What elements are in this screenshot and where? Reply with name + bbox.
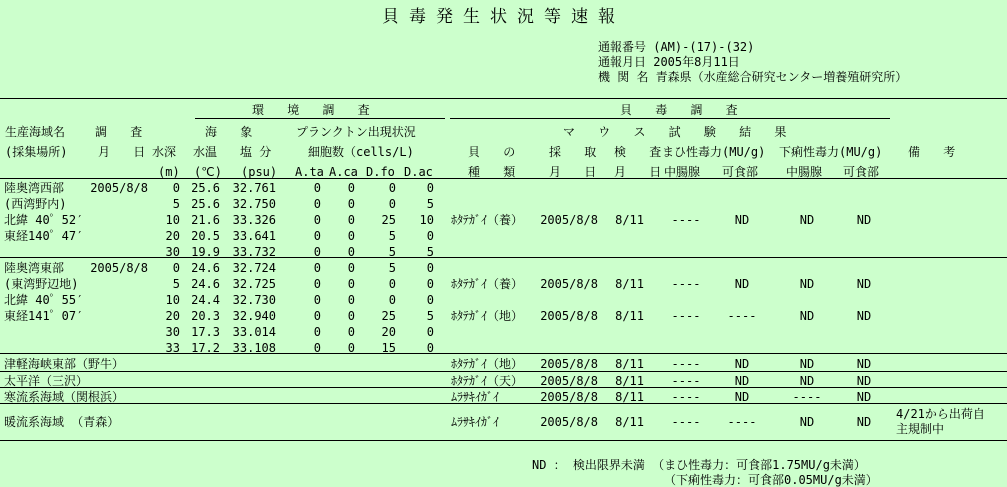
area-name: 寒流系海域（関根浜）: [4, 390, 125, 404]
header-edible: 可食部: [722, 165, 759, 179]
dsp-edible: ND: [856, 357, 872, 371]
rule-toxin-under: [450, 118, 890, 119]
dsp-edible: ND: [856, 374, 872, 388]
salinity-value: 32.940: [232, 309, 276, 323]
remarks-line2: 主規制中: [896, 422, 945, 436]
footer-nd: ND ： 検出限界未満 （まひ性毒力：可食部1.75MU/g未満）: [532, 458, 866, 472]
area-name: 東経140゜47′: [4, 229, 84, 243]
plankton-d-ac: 0: [426, 341, 434, 355]
plankton-a-ta: 0: [313, 325, 321, 339]
collect-date: 2005/8/8: [540, 357, 598, 371]
inspect-date: 8/11: [615, 309, 644, 323]
psp-edible: ND: [734, 374, 750, 388]
header-sea: 海 象: [205, 125, 261, 139]
shellfish-type: ﾎﾀﾃｶﾞｲ（養）: [451, 213, 524, 227]
plankton-d-fo: 5: [388, 245, 396, 259]
header-psp: まひ性毒力(MU/g): [662, 145, 766, 159]
rule-top: [0, 98, 1007, 99]
depth-value: 0: [172, 181, 180, 195]
psp-gland: ----: [671, 277, 701, 291]
plankton-a-ca: 0: [347, 261, 355, 275]
plankton-d-ac: 5: [426, 245, 434, 259]
temp-value: 17.3: [191, 325, 220, 339]
header-collect: 採 取: [549, 145, 605, 159]
header-edible2: 可食部: [843, 165, 880, 179]
salinity-value: 33.108: [232, 341, 276, 355]
dsp-gland: ND: [799, 374, 815, 388]
plankton-d-fo: 25: [381, 309, 396, 323]
shellfish-type: ﾎﾀﾃｶﾞｲ（養）: [451, 277, 524, 291]
dsp-gland: ND: [799, 213, 815, 227]
salinity-value: 33.641: [232, 229, 276, 243]
area-name: 津軽海峡東部（野牛）: [4, 357, 125, 371]
header-p2: A.ca: [329, 165, 358, 179]
area-name: 北緯 40゜55′: [4, 293, 84, 307]
survey-date: 2005/8/8: [90, 181, 148, 195]
salinity-value: 32.725: [232, 277, 276, 291]
plankton-d-fo: 0: [388, 197, 396, 211]
plankton-a-ca: 0: [347, 277, 355, 291]
rule-other1-bottom: [0, 371, 1007, 372]
plankton-d-ac: 0: [426, 181, 434, 195]
dsp-edible: ND: [856, 309, 872, 323]
salinity-value: 33.326: [232, 213, 276, 227]
remarks-line1: 4/21から出荷自: [896, 407, 985, 421]
psp-edible: ND: [734, 277, 750, 291]
inspect-date: 8/11: [615, 415, 644, 429]
temp-value: 24.6: [191, 261, 220, 275]
inspect-date: 8/11: [615, 213, 644, 227]
plankton-d-fo: 15: [381, 341, 396, 355]
plankton-d-fo: 5: [388, 261, 396, 275]
temp-value: 21.6: [191, 213, 220, 227]
salinity-value: 32.730: [232, 293, 276, 307]
plankton-a-ta: 0: [313, 213, 321, 227]
dsp-gland: ND: [799, 277, 815, 291]
header-shell-sub: 種 類: [468, 165, 524, 179]
report-date: 通報月日 2005年8月11日: [598, 55, 740, 69]
header-sal-unit: (psu): [241, 165, 278, 179]
plankton-a-ta: 0: [313, 277, 321, 291]
header-cells: 細胞数（cells/L): [308, 145, 414, 159]
psp-edible: ND: [734, 390, 750, 404]
psp-gland: ----: [671, 309, 701, 323]
area-name: (西湾野内): [4, 197, 67, 211]
header-survey: 調 査: [95, 125, 151, 139]
plankton-d-ac: 0: [426, 325, 434, 339]
header-temp-unit: (℃): [194, 165, 222, 179]
plankton-a-ta: 0: [313, 261, 321, 275]
plankton-a-ta: 0: [313, 341, 321, 355]
plankton-a-ca: 0: [347, 245, 355, 259]
plankton-a-ta: 0: [313, 197, 321, 211]
report-agency: 機 関 名 青森県（水産総合研究センター増養殖研究所）: [598, 70, 908, 84]
header-gland: 中腸腺: [664, 165, 701, 179]
plankton-a-ta: 0: [313, 245, 321, 259]
inspect-date: 8/11: [615, 374, 644, 388]
header-p3: D.fo: [366, 165, 395, 179]
temp-value: 19.9: [191, 245, 220, 259]
plankton-a-ca: 0: [347, 309, 355, 323]
psp-edible: ND: [734, 213, 750, 227]
header-area-sub: (採集場所): [5, 145, 68, 159]
dsp-gland: ND: [799, 357, 815, 371]
header-monthday: 月 日: [98, 145, 154, 159]
plankton-d-fo: 5: [388, 229, 396, 243]
header-inspect: 検 査: [614, 145, 670, 159]
plankton-d-ac: 0: [426, 277, 434, 291]
plankton-d-ac: 5: [426, 197, 434, 211]
plankton-d-ac: 0: [426, 229, 434, 243]
depth-value: 33: [165, 341, 180, 355]
header-gland2: 中腸腺: [786, 165, 823, 179]
salinity-value: 33.014: [232, 325, 276, 339]
header-toxin: 貝 毒 調 査: [620, 103, 746, 117]
psp-edible: ND: [734, 357, 750, 371]
header-env: 環 境 調 査: [252, 103, 378, 117]
psp-gland: ----: [671, 357, 701, 371]
plankton-a-ca: 0: [347, 197, 355, 211]
header-plankton: プランクトン出現状況: [296, 125, 416, 139]
dsp-gland: ND: [799, 309, 815, 323]
dsp-edible: ND: [856, 390, 872, 404]
header-remarks: 備 考: [908, 145, 964, 159]
plankton-a-ca: 0: [347, 229, 355, 243]
psp-gland: ----: [671, 415, 701, 429]
area-name: 陸奥湾東部: [4, 261, 65, 275]
psp-edible: ----: [727, 309, 757, 323]
collect-date: 2005/8/8: [540, 390, 598, 404]
header-area: 生産海域名: [5, 125, 66, 139]
collect-date: 2005/8/8: [540, 277, 598, 291]
depth-value: 20: [165, 309, 180, 323]
inspect-date: 8/11: [615, 390, 644, 404]
psp-gland: ----: [671, 374, 701, 388]
temp-value: 25.6: [191, 181, 220, 195]
plankton-d-fo: 0: [388, 277, 396, 291]
dsp-edible: ND: [856, 277, 872, 291]
plankton-d-ac: 10: [419, 213, 434, 227]
rule-bottom: [0, 440, 1007, 441]
plankton-a-ta: 0: [313, 229, 321, 243]
dsp-gland: ND: [799, 415, 815, 429]
inspect-date: 8/11: [615, 357, 644, 371]
rule-env-under: [195, 118, 445, 119]
depth-value: 5: [172, 277, 180, 291]
depth-value: 5: [172, 197, 180, 211]
header-sal: 塩 分: [240, 145, 272, 159]
plankton-d-ac: 0: [426, 293, 434, 307]
header-temp: 水温: [193, 145, 218, 159]
header-shell: 貝 の: [468, 145, 524, 159]
psp-gland: ----: [671, 213, 701, 227]
temp-value: 20.5: [191, 229, 220, 243]
psp-gland: ----: [671, 390, 701, 404]
dsp-gland: ----: [792, 390, 822, 404]
area-name: (東湾野辺地): [4, 277, 79, 291]
plankton-d-fo: 0: [388, 181, 396, 195]
plankton-a-ta: 0: [313, 181, 321, 195]
shellfish-type: ﾎﾀﾃｶﾞｲ（地）: [451, 309, 524, 323]
inspect-date: 8/11: [615, 277, 644, 291]
collect-date: 2005/8/8: [540, 309, 598, 323]
area-name: 太平洋（三沢）: [4, 374, 89, 388]
depth-value: 30: [165, 245, 180, 259]
depth-value: 10: [165, 213, 180, 227]
collect-date: 2005/8/8: [540, 213, 598, 227]
plankton-d-ac: 0: [426, 261, 434, 275]
temp-value: 24.6: [191, 277, 220, 291]
header-mouse: マ ウ ス 試 験 結 果: [563, 125, 795, 139]
survey-date: 2005/8/8: [90, 261, 148, 275]
plankton-a-ta: 0: [313, 293, 321, 307]
depth-value: 0: [172, 261, 180, 275]
footer-nd2: （下痢性毒力：可食部0.05MU/g未満）: [664, 473, 878, 487]
header-inspect-sub: 月 日: [614, 165, 670, 179]
header-p4: D.ac: [404, 165, 433, 179]
plankton-d-fo: 0: [388, 293, 396, 307]
plankton-d-fo: 25: [381, 213, 396, 227]
temp-value: 25.6: [191, 197, 220, 211]
plankton-a-ca: 0: [347, 293, 355, 307]
salinity-value: 32.761: [232, 181, 276, 195]
shellfish-type: ﾑﾗｻｷｲｶﾞｲ: [451, 415, 500, 429]
temp-value: 20.3: [191, 309, 220, 323]
plankton-d-ac: 5: [426, 309, 434, 323]
header-dsp: 下痢性毒力(MU/g): [779, 145, 883, 159]
shellfish-type: ﾎﾀﾃｶﾞｲ（天）: [451, 374, 524, 388]
collect-date: 2005/8/8: [540, 415, 598, 429]
header-depth: 水深: [152, 145, 177, 159]
area-name: 東経141゜07′: [4, 309, 84, 323]
plankton-d-fo: 20: [381, 325, 396, 339]
depth-value: 10: [165, 293, 180, 307]
dsp-edible: ND: [856, 415, 872, 429]
area-name: 北緯 40゜52′: [4, 213, 84, 227]
report-number: 通報番号 (AM)-(17)-(32): [598, 40, 755, 54]
temp-value: 17.2: [191, 341, 220, 355]
header-depth-unit: (m): [158, 165, 180, 179]
shellfish-type: ﾎﾀﾃｶﾞｲ（地）: [451, 357, 524, 371]
report-title: 貝毒発生状況等速報: [382, 7, 625, 27]
plankton-a-ca: 0: [347, 181, 355, 195]
depth-value: 20: [165, 229, 180, 243]
plankton-a-ca: 0: [347, 341, 355, 355]
depth-value: 30: [165, 325, 180, 339]
dsp-edible: ND: [856, 213, 872, 227]
collect-date: 2005/8/8: [540, 374, 598, 388]
area-name: 陸奥湾西部: [4, 181, 65, 195]
area-name: 暖流系海域 （青森）: [4, 415, 120, 429]
shellfish-type: ﾑﾗｻｷｲｶﾞｲ: [451, 390, 500, 404]
plankton-a-ca: 0: [347, 325, 355, 339]
temp-value: 24.4: [191, 293, 220, 307]
psp-edible: ----: [727, 415, 757, 429]
salinity-value: 33.732: [232, 245, 276, 259]
salinity-value: 32.724: [232, 261, 276, 275]
header-p1: A.ta: [295, 165, 324, 179]
plankton-a-ta: 0: [313, 309, 321, 323]
salinity-value: 32.750: [232, 197, 276, 211]
plankton-a-ca: 0: [347, 213, 355, 227]
header-collect-sub: 月 日: [549, 165, 605, 179]
